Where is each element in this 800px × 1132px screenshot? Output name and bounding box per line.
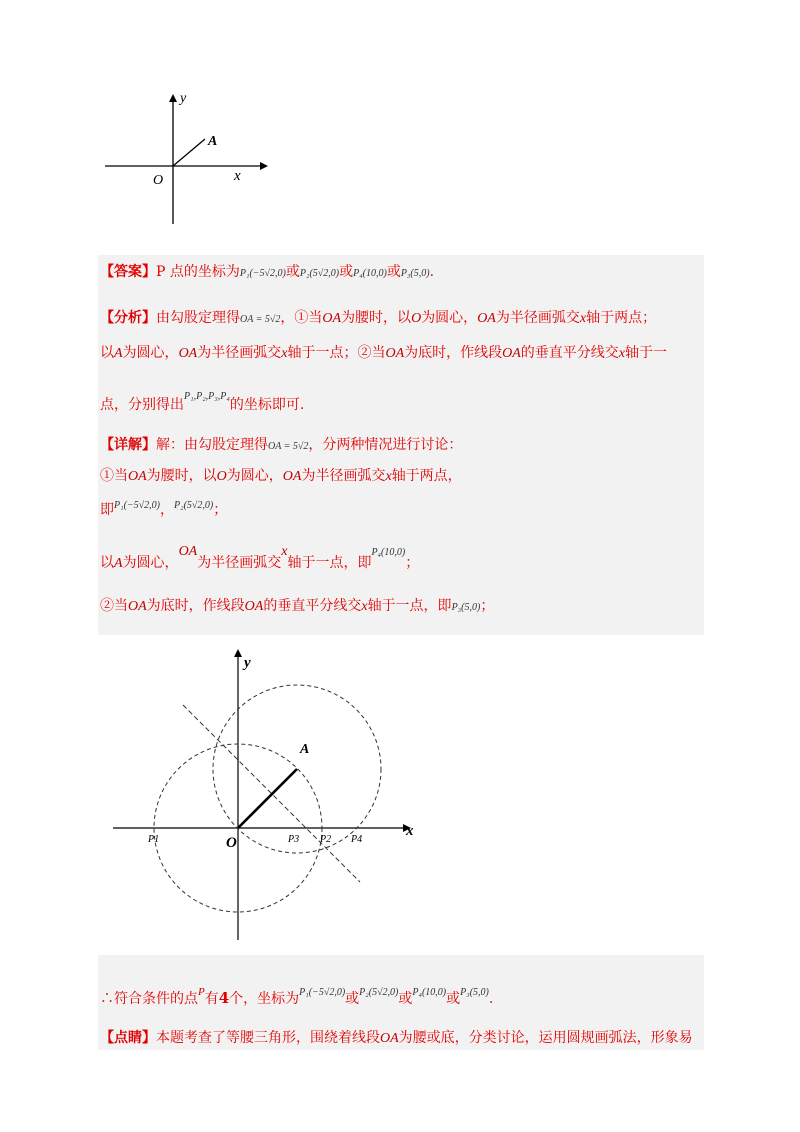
text: 的坐标即可. (229, 397, 305, 413)
math: P₁(−5√2,0) (299, 987, 346, 998)
text: 以 (100, 345, 114, 361)
text: 解：由勾股定理得 (156, 437, 268, 453)
detail-line-2 (100, 466, 462, 487)
answer-text: P 点的坐标为 (156, 264, 240, 280)
text: 个，坐标为 (229, 991, 300, 1007)
text: 为半径画弧交 (301, 468, 386, 484)
text: ， (159, 502, 174, 518)
p3-label: P3 (288, 834, 300, 845)
text: 或 (398, 991, 413, 1007)
text: ； (405, 555, 420, 571)
math: P₂(5√2,0) (173, 500, 214, 511)
text: 的垂直平分线交 (520, 345, 619, 361)
text: ∴符合条件的点 (100, 991, 198, 1007)
answer-end: . (429, 264, 435, 280)
answer-label: 【答案】 (100, 264, 156, 280)
y-axis-arrow (234, 649, 242, 657)
math: O (216, 469, 227, 484)
math: OA = 5√2 (240, 314, 281, 325)
text: 为圆心， (122, 345, 179, 361)
text: 为腰时，以 (341, 310, 412, 326)
math: P₂(5√2,0) (359, 987, 399, 998)
text: 或 (446, 991, 461, 1007)
x-label: x (234, 168, 241, 184)
text: ，①当 (280, 310, 323, 326)
math: P₄(10,0) (412, 987, 447, 998)
detail-line-5 (100, 596, 494, 618)
math: P₃(5,0) (460, 987, 489, 998)
text: . (488, 991, 494, 1007)
math: OA (128, 599, 147, 614)
p1-label: P1 (148, 834, 160, 845)
math: OA (502, 346, 521, 361)
math: OA (380, 1031, 399, 1046)
answer-line (100, 262, 434, 284)
y-label: y (244, 655, 251, 671)
answer-p3: P₃(5,0) (400, 268, 430, 279)
text: 轴于一点，即 (367, 598, 452, 614)
text: 为圆心， (421, 310, 478, 326)
point-a-label: A (300, 742, 310, 757)
coordinate-figure-small (100, 84, 280, 234)
detail-label: 【详解】 (100, 437, 156, 453)
answer-or: 或 (285, 264, 300, 280)
text: 为底时，作线段 (146, 598, 245, 614)
math: OA (385, 346, 405, 361)
p2-label: P2 (320, 834, 332, 845)
answer-p1: P₁(−5√2,0) (239, 268, 286, 279)
p4-label: P4 (351, 834, 363, 845)
comment-line (100, 1028, 693, 1049)
text: 或 (345, 991, 360, 1007)
text: 轴于一点；②当 (287, 345, 386, 361)
origin-label: O (153, 173, 164, 188)
analysis-line-3 (100, 391, 305, 417)
answer-p2: P₂(5√2,0) (299, 268, 340, 279)
math: P₃(5,0) (451, 602, 481, 613)
math: x (579, 311, 587, 326)
math: OA (244, 599, 264, 614)
math: x (618, 346, 626, 361)
text: 的垂直平分线交 (263, 598, 362, 614)
text: 有 (204, 991, 219, 1007)
text: 即 (100, 502, 114, 518)
text: 为底时，作线段 (404, 345, 503, 361)
math: A (114, 346, 123, 361)
math: OA (178, 544, 198, 559)
text: ②当 (100, 598, 128, 614)
math: OA (282, 469, 302, 484)
text: ①当 (100, 468, 128, 484)
text: 轴于一 (625, 345, 668, 361)
text: 为半径画弧交 (495, 310, 580, 326)
text: 由勾股定理得 (156, 310, 240, 326)
math: x (361, 599, 368, 614)
text: 4 (218, 989, 230, 1007)
text: 为圆心， (122, 555, 179, 571)
math: A (114, 556, 123, 571)
x-label: x (406, 823, 414, 839)
detail-line-1 (100, 435, 462, 457)
math: x (281, 346, 288, 361)
detail-line-3 (100, 500, 227, 522)
y-axis-arrow (169, 94, 177, 102)
math: x (385, 469, 392, 484)
text: ，分两种情况进行讨论： (308, 437, 463, 453)
text: ； (213, 502, 228, 518)
text: 为半径画弧交 (197, 555, 282, 571)
math: P (198, 986, 205, 998)
analysis-label: 【分析】 (100, 310, 156, 326)
conclusion-line (100, 988, 493, 1011)
segment-oa (238, 769, 297, 828)
math: OA (322, 311, 342, 326)
analysis-line-1 (100, 308, 656, 330)
answer-or: 或 (386, 264, 401, 280)
segment-oa (173, 139, 205, 166)
text: 为腰或底，分类讨论，运用圆规画弧法，形象易 (398, 1030, 693, 1046)
point-a-label: A (208, 134, 218, 149)
math: P₁,P₂,P₃,P₄ (184, 391, 230, 402)
y-label: y (180, 91, 187, 106)
math: OA (128, 469, 147, 484)
text: ； (480, 598, 495, 614)
construction-figure (98, 635, 428, 955)
answer-or: 或 (339, 264, 354, 280)
answer-p4: P₄(10,0) (353, 268, 387, 279)
math: O (411, 311, 422, 326)
x-axis-arrow (260, 162, 268, 170)
text: 轴于两点， (391, 468, 462, 484)
math: OA (178, 346, 198, 361)
text: 为腰时，以 (146, 468, 217, 484)
origin-label: O (226, 835, 237, 851)
math: OA (477, 311, 496, 326)
comment-label: 【点睛】 (100, 1030, 156, 1046)
text: 点，分别得出 (100, 397, 184, 413)
math: P₁(−5√2,0) (114, 500, 160, 511)
text: 为半径画弧交 (197, 345, 282, 361)
text: 为圆心， (226, 468, 283, 484)
text: 本题考查了等腰三角形，围绕着线段 (156, 1030, 380, 1046)
text: 轴于两点； (586, 310, 657, 326)
detail-line-4 (100, 544, 420, 575)
text: 轴于一点，即 (287, 555, 372, 571)
math: x (281, 544, 288, 559)
text: 以 (100, 555, 114, 571)
analysis-line-2 (100, 343, 667, 364)
math: OA = 5√2 (268, 441, 309, 452)
math: P₄(10,0) (371, 547, 406, 558)
